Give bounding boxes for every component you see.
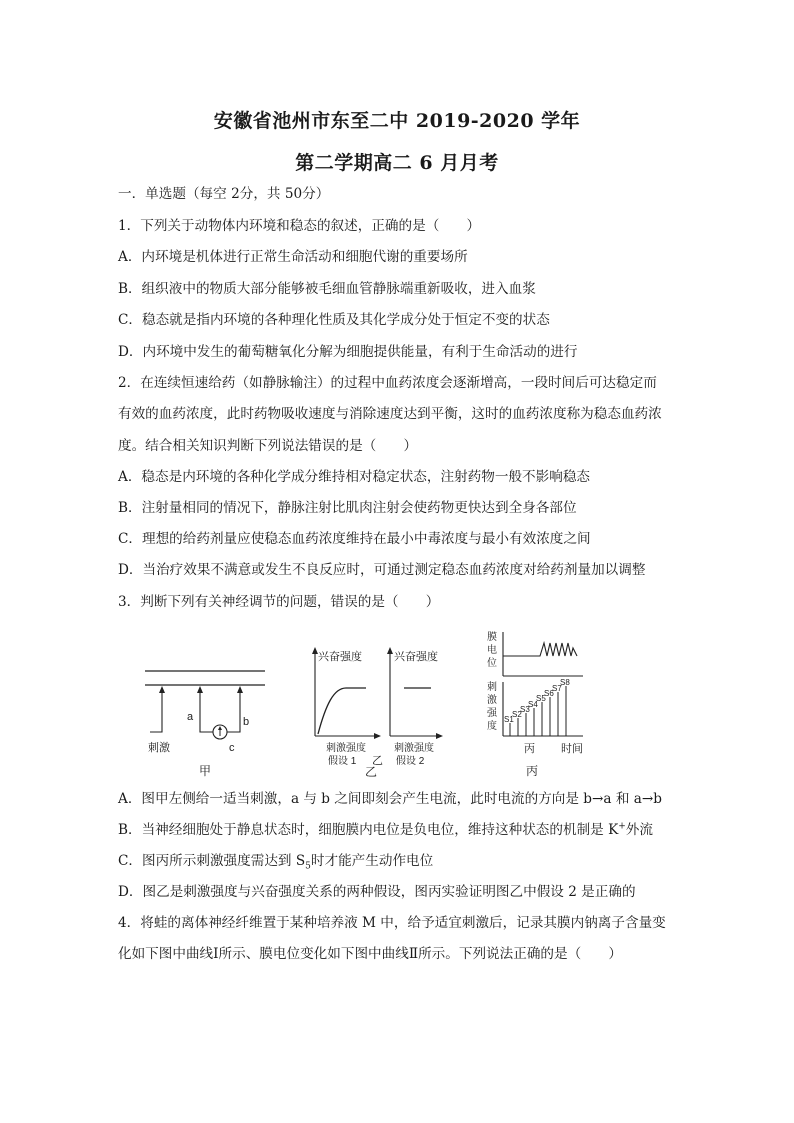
q2-option-c: C．理想的给药剂量应使稳态血药浓度维持在最小中毒浓度与最小有效浓度之间 — [118, 531, 591, 547]
s-label-5: S5 — [536, 694, 546, 703]
q1-option-d: D．内环境中发生的葡萄糖氧化分解为细胞提供能量，有利于生命活动的进行 — [118, 344, 578, 360]
bing-stim-label-2: 激 — [487, 695, 497, 706]
s-label-8: S8 — [560, 678, 570, 687]
document-title-line2: 第二学期高二 6 月月考 — [295, 152, 499, 174]
yi1-xlabel: 刺激强度 — [326, 743, 366, 754]
q3-option-c-tail: 时才能产生动作电位 — [310, 853, 434, 869]
arrow-head-icon — [374, 733, 381, 739]
q3-option-b-tail: 外流 — [625, 822, 653, 838]
label-stimulus: 刺激 — [148, 742, 170, 754]
label-a: a — [187, 711, 194, 723]
q4-stem-line2: 化如下图中曲线Ⅰ所示、膜电位变化如下图中曲线Ⅱ所示。下列说法正确的是（ ） — [118, 946, 622, 962]
s-label-4: S4 — [528, 700, 538, 709]
label-b: b — [243, 716, 250, 728]
figure-bing — [487, 630, 583, 778]
caption-bing: 丙 — [526, 764, 539, 778]
q3-option-b-sup: + — [618, 821, 626, 832]
q1-option-b: B．组织液中的物质大部分能够被毛细血管静脉端重新吸收，进入血浆 — [118, 281, 536, 297]
figure-yi — [312, 647, 443, 778]
bing-x-label: 丙 — [524, 743, 535, 755]
q2-stem-line1: 2．在连续恒速给药（如静脉输注）的过程中血药浓度会逐渐增高，一段时间后可达稳定而 — [118, 375, 657, 391]
q3-option-b-text: B．当神经细胞处于静息状态时，细胞膜内电位是负电位，维持这种状态的机制是 K — [118, 822, 619, 838]
caption-yi: 乙 — [365, 765, 378, 778]
bing-mem-label-3: 位 — [487, 658, 497, 669]
membrane-potential-trace — [503, 643, 577, 656]
q2-stem-line3: 度。结合相关知识判断下列说法错误的是（ ） — [118, 438, 418, 454]
s-label-3: S3 — [520, 705, 530, 714]
q1-option-c: C．稳态就是指内环境的各种理化性质及其化学成分处于恒定不变的状态 — [118, 312, 550, 328]
section-heading: 一．单选题（每空 2分，共 50分） — [118, 186, 330, 202]
q1-stem: 1．下列关于动物体内环境和稳态的叙述，正确的是（ ） — [118, 218, 481, 234]
yi2-ylabel: 兴奋强度 — [394, 651, 438, 663]
yi1-curve — [318, 688, 366, 734]
q1-option-a: A．内环境是机体进行正常生命活动和细胞代谢的重要场所 — [118, 249, 468, 265]
label-c: c — [229, 742, 235, 754]
bing-mem-label-2: 电 — [487, 645, 497, 656]
s-label-6: S6 — [544, 689, 554, 698]
caption-jia: 甲 — [199, 764, 212, 778]
document-title-line1: 安徽省池州市东至二中 2019-2020 学年 — [213, 110, 581, 132]
q2-option-d: D．当治疗效果不满意或发生不良反应时，可通过测定稳态血药浓度对给药剂量加以调整 — [118, 562, 646, 578]
s-label-7: S7 — [552, 684, 562, 693]
bing-stim-label-4: 度 — [487, 721, 497, 732]
yi-inline-label: 乙 — [372, 755, 383, 767]
q2-stem-line2: 有效的血药浓度，此时药物吸收速度与消除速度达到平衡，这时的血药浓度称为稳态血药浓 — [118, 406, 662, 422]
q3-figure — [140, 628, 600, 778]
stimulus-electrode — [150, 688, 162, 732]
arrow-head-icon — [197, 686, 203, 693]
q2-option-a: A．稳态是内环境的各种化学成分维持相对稳定状态，注射药物一般不影响稳态 — [118, 469, 591, 485]
yi2-xlabel: 刺激强度 — [394, 743, 434, 754]
q3-option-c-text: C．图丙所示刺激强度需达到 S — [118, 853, 306, 869]
q3-option-a: A．图甲左侧给一适当刺激，a 与 b 之间即刻会产生电流，此时电流的方向是 b→a 和 a→b — [118, 791, 662, 807]
bing-stim-label-1: 刺 — [487, 682, 497, 693]
arrow-head-icon — [436, 733, 443, 739]
yi1-ylabel: 兴奋强度 — [318, 651, 362, 663]
q3-option-c-sub: 5 — [305, 861, 311, 872]
q3-option-b — [118, 820, 678, 840]
arrow-head-icon — [237, 686, 243, 693]
bing-time-label: 时间 — [561, 743, 583, 755]
s-label-1: S1 — [504, 715, 514, 724]
bing-mem-label-1: 膜 — [487, 632, 497, 643]
q3-option-d: D．图乙是刺激强度与兴奋强度关系的两种假设，图丙实验证明图乙中假设 2 是正确的 — [118, 884, 636, 900]
q4-stem-line1: 4．将蛙的离体神经纤维置于某种培养液 M 中，给予适宜刺激后，记录其膜内钠离子含量变 — [118, 915, 666, 931]
yi2-hypothesis: 假设 2 — [396, 756, 425, 767]
bing-stim-label-3: 强 — [487, 708, 497, 719]
arrow-head-icon — [387, 647, 393, 654]
s-label-2: S2 — [512, 710, 522, 719]
q2-option-b: B．注射量相同的情况下，静脉注射比肌肉注射会使药物更快达到全身各部位 — [118, 500, 577, 516]
arrow-head-icon — [159, 686, 165, 693]
q3-option-c — [118, 851, 678, 871]
q3-stem: 3．判断下列有关神经调节的问题，错误的是（ ） — [118, 594, 440, 610]
figure-jia — [145, 671, 265, 778]
yi1-hypothesis: 假设 1 — [328, 756, 357, 767]
